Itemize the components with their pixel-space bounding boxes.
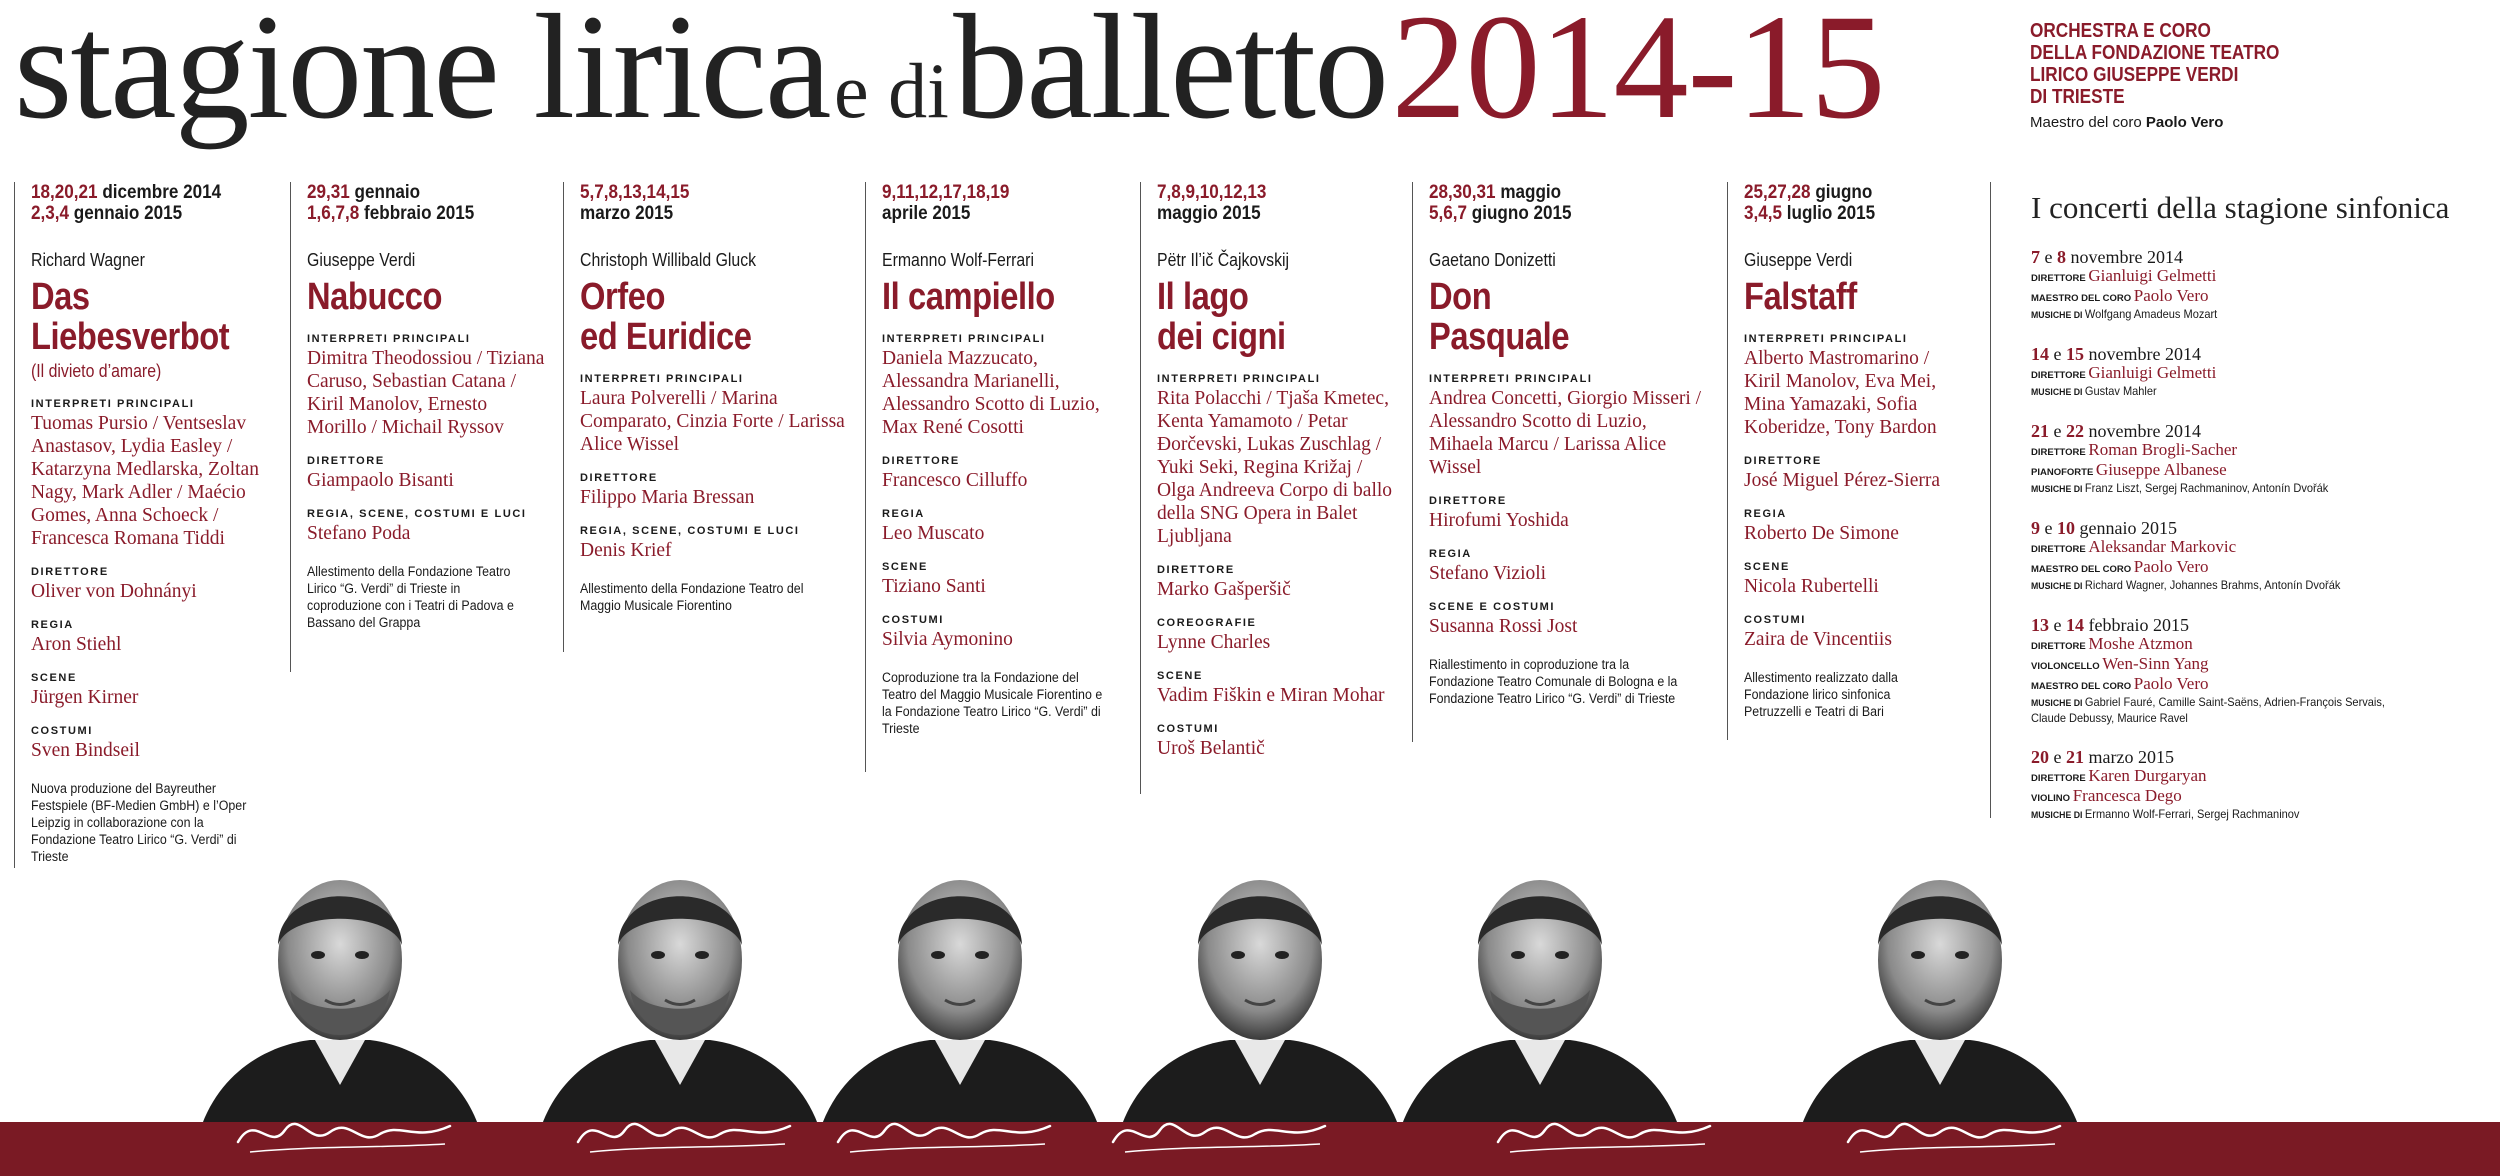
credit-names: Tuomas Pursio / Ventseslav Anastasov, Lydia Easley / Katarzyna Medlarska, Zoltan Nagy, Mark Adler / Maécio Gomes, Anna Schoeck / Francesca Romana Tiddi: [31, 413, 259, 549]
music-label: MUSICHE DI: [2031, 484, 2085, 495]
date-line: [1744, 182, 1945, 203]
concert-day: 10: [2057, 518, 2075, 538]
concert-role: DIRETTORE: [2031, 370, 2089, 381]
concert-day: 14: [2031, 344, 2049, 364]
concert-performer: Paolo Vero: [2133, 286, 2209, 305]
concert-day: 8: [2057, 247, 2066, 267]
title-part-2: e di: [833, 47, 949, 134]
concert-performer: Paolo Vero: [2133, 674, 2209, 693]
concert-day: 7: [2031, 247, 2040, 267]
signature-icon: [1490, 1102, 1720, 1162]
date-line: [580, 203, 826, 224]
composer-portrait: [520, 850, 840, 1130]
music-composers: Wolfgang Amadeus Mozart: [2084, 307, 2218, 321]
credit-role: REGIA, SCENE, COSTUMI E LUCI: [580, 525, 800, 537]
concert-performer: Giuseppe Albanese: [2095, 460, 2227, 479]
credit-role: REGIA: [31, 619, 74, 631]
concert-month: novembre 2014: [2084, 421, 2201, 441]
composer-name: Christoph Willibald Gluck: [580, 250, 757, 270]
credit-names: Leo Muscato: [882, 523, 985, 544]
opera-title: Orfeo ed Euridice: [580, 276, 752, 358]
composer-name: Gaetano Donizetti: [1429, 250, 1556, 270]
credit-role: SCENE E COSTUMI: [1429, 601, 1556, 613]
composer-name: Ermanno Wolf-Ferrari: [882, 250, 1034, 270]
concerts-column: [1990, 182, 2500, 821]
concert-role: MAESTRO DEL CORO: [2031, 564, 2134, 575]
concert-credit: [2031, 364, 2500, 384]
concert-and: e: [2049, 344, 2066, 364]
credit-role: INTERPRETI PRINCIPALI: [580, 373, 744, 385]
date-month: giugno: [1815, 182, 1873, 203]
credit-role: DIRETTORE: [1429, 495, 1507, 507]
concert-performer: Roman Brogli-Sacher: [2088, 440, 2238, 459]
concert-item: [2031, 519, 2500, 594]
organization-block: [2030, 20, 2490, 131]
credit-names: Hirofumi Yoshida: [1429, 510, 1569, 531]
credit-role: DIRETTORE: [307, 455, 385, 467]
concert-performer: Wen-Sinn Yang: [2102, 654, 2209, 673]
credit-names: Roberto De Simone: [1744, 523, 1899, 544]
opera-title: Il lago dei cigni: [1157, 276, 1286, 358]
credit-role: REGIA: [882, 508, 925, 520]
production-note: Allestimento della Fondazione Teatro Lirico “G. Verdi” di Trieste in coproduzione con i Teatri di Padova e Bassano del Grappa: [307, 564, 514, 630]
concert-credit: [2031, 461, 2500, 481]
concert-date: [2031, 345, 2500, 364]
date-days: 2,3,4: [31, 203, 74, 224]
date-month: maggio 2015: [1157, 203, 1261, 224]
opera-dates: [1744, 182, 1945, 224]
concert-role: MAESTRO DEL CORO: [2031, 681, 2134, 692]
date-month: febbraio 2015: [364, 203, 475, 224]
composer-name: Richard Wagner: [31, 250, 145, 270]
concert-item: [2031, 748, 2500, 823]
concert-and: e: [2049, 421, 2066, 441]
date-line: [31, 182, 250, 203]
signature-icon: [570, 1102, 800, 1162]
date-days: 5,6,7: [1429, 203, 1472, 224]
opera-column: [1412, 182, 1712, 742]
concert-music: [2031, 384, 2462, 400]
credit-names: Stefano Vizioli: [1429, 563, 1547, 584]
date-month: aprile 2015: [882, 203, 971, 224]
credit-names: Denis Krief: [580, 540, 672, 561]
concert-date: [2031, 519, 2500, 538]
org-line: DI TRIESTE: [2030, 86, 2125, 108]
date-line: [1157, 182, 1378, 203]
title-part-1: stagione lirica: [14, 0, 830, 150]
concert-day: 14: [2066, 615, 2084, 635]
concert-and: e: [2040, 247, 2057, 267]
concert-role: DIRETTORE: [2031, 641, 2089, 652]
music-composers: Richard Wagner, Johannes Brahms, Antonín Dvořák: [2084, 578, 2341, 592]
composer-name: Pëtr Il’ič Čajkovskij: [1157, 250, 1290, 270]
credit-names: Giampaolo Bisanti: [307, 470, 454, 491]
date-month: dicembre 2014: [102, 182, 222, 203]
concert-item: [2031, 616, 2500, 726]
concert-list: [2031, 248, 2500, 823]
music-composers: Gabriel Fauré, Camille Saint-Saëns, Adrien-François Servais, Claude Debussy, Maurice Ravel: [2031, 695, 2385, 725]
concert-credit: [2031, 558, 2500, 578]
music-label: MUSICHE DI: [2031, 387, 2085, 398]
credit-names: Francesco Cilluffo: [882, 470, 1028, 491]
opera-column: [1727, 182, 1967, 740]
concert-day: 20: [2031, 747, 2049, 767]
concert-credit: [2031, 635, 2500, 655]
date-line: [1429, 182, 1684, 203]
credit-names: Vadim Fiškin e Miran Mohar: [1157, 685, 1385, 706]
concert-credit: [2031, 441, 2500, 461]
concert-day: 22: [2066, 421, 2084, 441]
org-line: DELLA FONDAZIONE TEATRO: [2030, 42, 2280, 64]
credit-role: SCENE: [882, 561, 928, 573]
concert-month: febbraio 2015: [2084, 615, 2189, 635]
music-composers: Franz Liszt, Sergej Rachmaninov, Antonín Dvořák: [2084, 481, 2329, 495]
concert-month: gennaio 2015: [2075, 518, 2177, 538]
music-label: MUSICHE DI: [2031, 810, 2085, 821]
concert-day: 13: [2031, 615, 2049, 635]
concert-credit: [2031, 787, 2500, 807]
date-days: 3,4,5: [1744, 203, 1787, 224]
opera-dates: [882, 182, 1103, 224]
opera-column: [563, 182, 853, 652]
date-line: [1429, 203, 1684, 224]
concert-month: novembre 2014: [2084, 344, 2201, 364]
concert-role: DIRETTORE: [2031, 773, 2089, 784]
date-days: 5,7,8,13,14,15: [580, 182, 690, 203]
opera-title: Das Liebesverbot: [31, 276, 230, 358]
credit-names: Oliver von Dohnányi: [31, 581, 197, 602]
concert-credit: [2031, 287, 2500, 307]
org-line: LIRICO GIUSEPPE VERDI: [2030, 64, 2239, 86]
concert-credit: [2031, 538, 2500, 558]
opera-column: [14, 182, 274, 868]
opera-dates: [31, 182, 250, 224]
concert-music: [2031, 578, 2462, 594]
credit-role: INTERPRETI PRINCIPALI: [307, 333, 471, 345]
date-days: 18,20,21: [31, 182, 103, 203]
concert-item: [2031, 422, 2500, 497]
chorus-master-name: Paolo Vero: [2145, 114, 2224, 131]
opera-column: [1140, 182, 1402, 794]
date-line: [1744, 203, 1945, 224]
signature-icon: [230, 1102, 460, 1162]
signature-icon: [830, 1102, 1060, 1162]
concert-day: 9: [2031, 518, 2040, 538]
concert-performer: Aleksandar Markovic: [2088, 537, 2237, 556]
composer-portrait: [1380, 850, 1700, 1130]
opera-dates: [580, 182, 826, 224]
concert-day: 21: [2066, 747, 2084, 767]
credit-names: Susanna Rossi Jost: [1429, 616, 1578, 637]
opera-column: [290, 182, 545, 672]
date-days: 1,6,7,8: [307, 203, 365, 224]
date-month: marzo 2015: [580, 203, 674, 224]
date-month: gennaio 2015: [73, 203, 183, 224]
date-line: [307, 182, 521, 203]
date-month: luglio 2015: [1786, 203, 1876, 224]
credit-role: COSTUMI: [31, 725, 93, 737]
concert-music: [2031, 481, 2462, 497]
concert-date: [2031, 748, 2500, 767]
credit-role: DIRETTORE: [1157, 564, 1235, 576]
date-days: 28,30,31: [1429, 182, 1501, 203]
concert-performer: Paolo Vero: [2133, 557, 2209, 576]
concert-item: [2031, 248, 2500, 323]
concert-credit: [2031, 267, 2500, 287]
production-note: Coproduzione tra la Fondazione del Teatro del Maggio Musicale Fiorentino e la Fondazione Teatro Lirico “G. Verdi” di Trieste: [882, 670, 1103, 736]
concerts-title: I concerti della stagione sinfonica: [2031, 190, 2450, 225]
music-label: MUSICHE DI: [2031, 581, 2085, 592]
concert-performer: Moshe Atzmon: [2088, 634, 2193, 653]
concert-music: [2031, 807, 2462, 823]
credit-names: Jürgen Kirner: [31, 687, 139, 708]
opera-subtitle: (Il divieto d’amare): [31, 361, 162, 381]
date-days: 9,11,12,17,18,19: [882, 182, 1010, 203]
concert-date: [2031, 616, 2500, 635]
credit-role: DIRETTORE: [31, 566, 109, 578]
credit-role: INTERPRETI PRINCIPALI: [882, 333, 1046, 345]
concert-role: DIRETTORE: [2031, 447, 2089, 458]
production-note: Riallestimento in coproduzione tra la Fondazione Teatro Comunale di Bologna e la Fondazione Teatro Lirico “G. Verdi” di Trieste: [1429, 657, 1678, 706]
concert-date: [2031, 248, 2500, 267]
credit-role: INTERPRETI PRINCIPALI: [1157, 373, 1321, 385]
date-line: [1157, 203, 1378, 224]
credit-role: SCENE: [31, 672, 77, 684]
concert-performer: Gianluigi Gelmetti: [2088, 266, 2217, 285]
concert-day: 21: [2031, 421, 2049, 441]
chorus-master-label: Maestro del coro: [2030, 114, 2142, 131]
concert-and: e: [2049, 747, 2066, 767]
credit-names: Aron Stiehl: [31, 634, 122, 655]
concert-date: [2031, 422, 2500, 441]
credit-names: Daniela Mazzucato, Alessandra Marianelli, Alessandro Scotto di Luzio, Max René Cosotti: [882, 348, 1100, 438]
concert-and: e: [2049, 615, 2066, 635]
date-line: [580, 182, 826, 203]
concert-music: [2031, 695, 2399, 726]
date-line: [307, 203, 521, 224]
signature-icon: [1840, 1102, 2070, 1162]
credit-names: Rita Polacchi / Tjaša Kmetec, Kenta Yamamoto / Petar Đorčevski, Lukas Zuschlag / Yuki Seki, Regina Križaj / Olga Andreeva Corpo di ballo della SNG Opera in Balet Ljubljana: [1157, 388, 1393, 547]
concert-performer: Gianluigi Gelmetti: [2088, 363, 2217, 382]
opera-title: Nabucco: [307, 276, 443, 318]
concert-month: marzo 2015: [2084, 747, 2174, 767]
credit-role: DIRETTORE: [1744, 455, 1822, 467]
season-year: 2014-15: [1391, 0, 1885, 150]
opera-dates: [307, 182, 521, 224]
credit-names: Lynne Charles: [1157, 632, 1271, 653]
credit-role: COSTUMI: [1744, 614, 1806, 626]
credit-role: INTERPRETI PRINCIPALI: [31, 398, 195, 410]
credit-role: DIRETTORE: [882, 455, 960, 467]
concert-role: DIRETTORE: [2031, 273, 2089, 284]
credit-role: REGIA: [1744, 508, 1787, 520]
concert-role: PIANOFORTE: [2031, 467, 2096, 478]
composer-portrait: [180, 850, 500, 1130]
concert-item: [2031, 345, 2500, 400]
opera-title: Don Pasquale: [1429, 276, 1570, 358]
credit-names: Zaira de Vincentiis: [1744, 629, 1892, 650]
credit-names: Dimitra Theodossiou / Tiziana Caruso, Sebastian Catana / Kiril Manolov, Ernesto Morillo / Michail Ryssov: [307, 348, 545, 438]
concert-music: [2031, 307, 2462, 323]
credit-names: Stefano Poda: [307, 523, 411, 544]
date-days: 29,31: [307, 182, 355, 203]
credit-names: Filippo Maria Bressan: [580, 487, 755, 508]
chorus-master: [2030, 114, 2490, 131]
music-label: MUSICHE DI: [2031, 310, 2085, 321]
credit-names: Uroš Belantič: [1157, 738, 1265, 759]
date-month: maggio: [1500, 182, 1562, 203]
music-label: MUSICHE DI: [2031, 698, 2085, 709]
credit-names: Laura Polverelli / Marina Comparato, Cinzia Forte / Larissa Alice Wissel: [580, 388, 845, 455]
signature-icon: [1105, 1102, 1335, 1162]
date-month: giugno 2015: [1471, 203, 1572, 224]
opera-title: Falstaff: [1744, 276, 1857, 318]
date-line: [882, 203, 1103, 224]
concert-credit: [2031, 675, 2500, 695]
composer-name: Giuseppe Verdi: [1744, 250, 1853, 270]
concert-day: 15: [2066, 344, 2084, 364]
credit-role: SCENE: [1157, 670, 1203, 682]
music-composers: Gustav Mahler: [2084, 384, 2157, 398]
concert-performer: Karen Durgaryan: [2088, 766, 2207, 785]
credit-names: José Miguel Pérez-Sierra: [1744, 470, 1941, 491]
date-line: [31, 203, 250, 224]
production-note: Allestimento realizzato dalla Fondazione lirico sinfonica Petruzzelli e Teatri di Bari: [1744, 670, 1898, 719]
credit-role: SCENE: [1744, 561, 1790, 573]
opera-title: Il campiello: [882, 276, 1055, 318]
concert-month: novembre 2014: [2066, 247, 2183, 267]
credit-names: Alberto Mastromarino / Kiril Manolov, Eva Mei, Mina Yamazaki, Sofia Koberidze, Tony Bardon: [1744, 348, 1937, 438]
credit-names: Andrea Concetti, Giorgio Misseri / Alessandro Scotto di Luzio, Mihaela Marcu / Larissa Alice Wissel: [1429, 388, 1702, 478]
credit-names: Tiziano Santi: [882, 576, 986, 597]
opera-column: [865, 182, 1127, 772]
music-composers: Ermanno Wolf-Ferrari, Sergej Rachmaninov: [2084, 807, 2300, 821]
credit-names: Marko Gašperšič: [1157, 579, 1291, 600]
credit-role: COSTUMI: [882, 614, 944, 626]
date-line: [882, 182, 1103, 203]
concert-role: DIRETTORE: [2031, 544, 2089, 555]
composer-name: Giuseppe Verdi: [307, 250, 416, 270]
org-line: ORCHESTRA E CORO: [2030, 20, 2211, 42]
concert-credit: [2031, 655, 2500, 675]
date-days: 25,27,28: [1744, 182, 1816, 203]
credit-role: INTERPRETI PRINCIPALI: [1429, 373, 1593, 385]
opera-dates: [1429, 182, 1684, 224]
season-title: [14, 0, 1885, 150]
credit-names: Silvia Aymonino: [882, 629, 1013, 650]
credit-role: REGIA, SCENE, COSTUMI E LUCI: [307, 508, 527, 520]
production-note: Nuova produzione del Bayreuther Festspiele (BF-Medien GmbH) e l’Oper Leipzig in collaborazione con la Fondazione Teatro Lirico “G. Verdi” di Trieste: [31, 781, 247, 864]
credit-role: COREOGRAFIE: [1157, 617, 1257, 629]
opera-dates: [1157, 182, 1378, 224]
credit-names: Sven Bindseil: [31, 740, 140, 761]
concert-credit: [2031, 767, 2500, 787]
concert-performer: Francesca Dego: [2072, 786, 2182, 805]
credit-names: Nicola Rubertelli: [1744, 576, 1879, 597]
credit-role: DIRETTORE: [580, 472, 658, 484]
date-days: 7,8,9,10,12,13: [1157, 182, 1267, 203]
concert-role: MAESTRO DEL CORO: [2031, 293, 2134, 304]
composer-portrait: [1100, 850, 1420, 1130]
concert-role: VIOLONCELLO: [2031, 661, 2103, 672]
credit-role: REGIA: [1429, 548, 1472, 560]
title-part-3: balletto: [953, 0, 1388, 150]
concert-role: VIOLINO: [2031, 793, 2073, 804]
date-month: gennaio: [354, 182, 421, 203]
concert-and: e: [2040, 518, 2057, 538]
composer-portrait: [800, 850, 1120, 1130]
composer-portrait: [1780, 850, 2100, 1130]
credit-role: COSTUMI: [1157, 723, 1219, 735]
credit-role: INTERPRETI PRINCIPALI: [1744, 333, 1908, 345]
production-note: Allestimento della Fondazione Teatro del Maggio Musicale Fiorentino: [580, 581, 804, 613]
